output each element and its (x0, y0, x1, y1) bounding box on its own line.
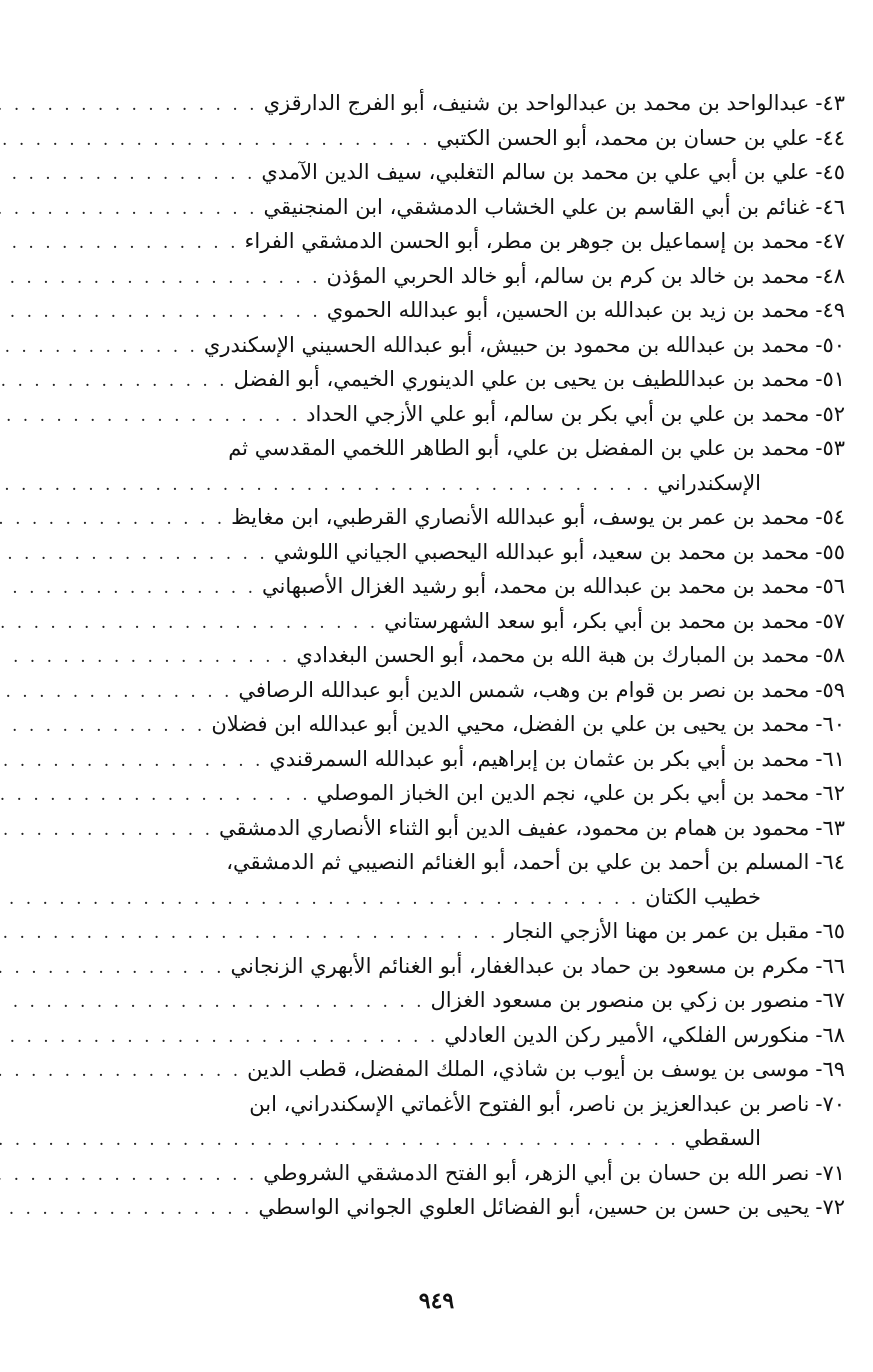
entry-title: محمد بن أبي بكر بن علي، نجم الدين ابن الخباز الموصلي (316, 781, 810, 805)
entry-title: محمد بن يحيى بن علي بن الفضل، محيي الدين أبو عبدالله ابن فضلان (211, 712, 810, 736)
entry-number: ٧٢- (815, 1195, 845, 1219)
toc-entry (95, 362, 845, 397)
entry-title: محمد بن إسماعيل بن جوهر بن مطر، أبو الحسن الدمشقي الفراء (244, 229, 810, 253)
dot-leader (0, 640, 296, 675)
entry-number: ٥٢- (815, 401, 845, 426)
dot-leader (0, 1192, 258, 1227)
entry-title: محمد بن محمد بن سعيد، أبو عبدالله اليحصبي الجياني اللوشي (273, 539, 810, 564)
entry-title-continuation: السقطي (684, 1126, 761, 1150)
toc-entry (95, 1052, 845, 1087)
dot-leader (0, 364, 234, 399)
entry-number: ٤٥- (815, 160, 845, 184)
entry-number: ٥٣- (815, 436, 845, 460)
toc-entry (95, 776, 845, 811)
toc-entry (95, 293, 845, 328)
toc-entry (95, 1087, 845, 1122)
dot-leader (0, 468, 657, 503)
toc-entry (95, 707, 845, 742)
dot-leader (0, 88, 264, 123)
toc-entry (95, 914, 845, 949)
entry-number: ٦٤- (815, 850, 845, 874)
entry-title-continuation: الإسكندراني (657, 470, 761, 495)
entry-number: ٦٣- (815, 815, 845, 840)
entry-number: ٤٩- (815, 298, 845, 322)
entry-title: محمد بن محمد بن عبدالله بن محمد، أبو رشيد الغزال الأصبهاني (261, 574, 810, 598)
entry-title: عبدالواحد بن محمد بن عبدالواحد بن شنيف، أبو الفرج الدارقزي (263, 91, 810, 115)
entry-title: يحيى بن حسن بن حسين، أبو الفضائل العلوي الجواني الواسطي (258, 1195, 810, 1219)
toc-entry (95, 397, 845, 432)
entry-title-continuation: خطيب الكتان (645, 884, 761, 909)
dot-leader (0, 295, 327, 330)
entry-title: نصر الله بن حسان بن أبي الزهر، أبو الفتح الدمشقي الشروطي (263, 1160, 810, 1185)
toc-entry (95, 604, 845, 639)
entry-number: ٦٦- (815, 953, 845, 978)
toc-entry (95, 638, 845, 673)
entry-number: ٥٠- (815, 332, 845, 357)
toc-entry (95, 742, 845, 777)
entry-number: ٥٤- (815, 505, 845, 529)
entry-title: علي بن حسان بن محمد، أبو الحسن الكتبي (436, 125, 810, 150)
dot-leader (0, 502, 231, 537)
toc-entry (95, 949, 845, 984)
entry-title: ناصر بن عبدالعزيز بن ناصر، أبو الفتوح الأغماتي الإسكندراني، ابن (249, 1091, 810, 1116)
entry-title: منكورس الفلكي، الأمير ركن الدين العادلي (444, 1022, 810, 1047)
toc-entry-continuation (95, 1121, 845, 1156)
entry-title: محمد بن محمد بن أبي بكر، أبو سعد الشهرستاني (384, 608, 810, 633)
dot-leader (0, 675, 238, 710)
entry-number: ٦٨- (815, 1022, 845, 1047)
entry-title: محمد بن زيد بن عبدالله بن الحسين، أبو عبدالله الحموي (326, 298, 810, 322)
entry-title: محمد بن عبدالله بن محمود بن حبيش، أبو عبدالله الحسيني الإسكندري (203, 332, 810, 357)
entry-title: غنائم بن أبي القاسم بن علي الخشاب الدمشقي، ابن المنجنيقي (263, 194, 810, 219)
entry-title: محمد بن علي بن المفضل بن علي، أبو الطاهر اللخمي المقدسي ثم (228, 436, 810, 460)
entry-title: مكرم بن مسعود بن حماد بن عبدالغفار، أبو الغنائم الأبهري الزنجاني (230, 953, 810, 978)
entry-number: ٥٧- (815, 608, 845, 633)
entry-number: ٤٤- (815, 125, 845, 150)
dot-leader (0, 571, 262, 606)
toc-entry (95, 811, 845, 846)
toc-entry-continuation (95, 466, 845, 501)
dot-leader (0, 261, 327, 296)
dot-leader (0, 951, 230, 986)
entry-title: مقبل بن عمر بن مهنا الأزجي النجار (504, 919, 810, 943)
toc-entry (95, 845, 845, 880)
entry-title: محمد بن عبداللطيف بن يحيى بن علي الدينوري الخيمي، أبو الفضل (233, 367, 810, 391)
dot-leader (0, 537, 274, 572)
entry-title: المسلم بن أحمد بن علي بن أحمد، أبو الغنائم النصيبي ثم الدمشقي، (226, 850, 810, 874)
dot-leader (0, 709, 211, 744)
entry-number: ٦٥- (815, 919, 845, 943)
entry-number: ٤٣- (815, 91, 845, 115)
toc-entry (95, 328, 845, 363)
toc-entry (95, 86, 845, 121)
entry-number: ٤٦- (815, 194, 845, 219)
entry-number: ٦٩- (815, 1057, 845, 1081)
dot-leader (0, 1054, 247, 1089)
toc-list (95, 86, 845, 1225)
toc-entry (95, 1156, 845, 1191)
dot-leader (0, 399, 306, 434)
entry-number: ٥٨- (815, 643, 845, 667)
dot-leader (0, 778, 317, 813)
entry-number: ٦٠- (815, 712, 845, 736)
toc-entry (95, 983, 845, 1018)
dot-leader (0, 882, 645, 917)
dot-leader (0, 192, 263, 227)
dot-leader (0, 330, 204, 365)
entry-number: ٧١- (815, 1160, 845, 1185)
entry-title: منصور بن زكي بن منصور بن مسعود الغزال (430, 988, 810, 1012)
dot-leader (0, 985, 431, 1020)
entry-title: موسى بن يوسف بن أيوب بن شاذي، الملك المفضل، قطب الدين (247, 1057, 810, 1081)
toc-entry (95, 569, 845, 604)
entry-number: ٥٩- (815, 677, 845, 702)
entry-title: محمد بن عمر بن يوسف، أبو عبدالله الأنصاري القرطبي، ابن مغايظ (231, 505, 810, 529)
toc-entry (95, 535, 845, 570)
entry-number: ٦١- (815, 746, 845, 771)
toc-entry-continuation (95, 880, 845, 915)
toc-entry (95, 431, 845, 466)
toc-entry (95, 673, 845, 708)
entry-number: ٦٢- (815, 781, 845, 805)
entry-number: ٤٧- (815, 229, 845, 253)
toc-entry (95, 190, 845, 225)
entry-number: ٦٧- (815, 988, 845, 1012)
dot-leader (0, 157, 261, 192)
entry-number: ٤٨- (815, 263, 845, 288)
toc-entry (95, 500, 845, 535)
entry-title: محمد بن المبارك بن هبة الله بن محمد، أبو الحسن البغدادي (296, 643, 810, 667)
entry-number: ٥٥- (815, 539, 845, 564)
dot-leader (0, 744, 269, 779)
toc-entry (95, 121, 845, 156)
dot-leader (0, 1158, 263, 1193)
dot-leader (0, 1123, 685, 1158)
entry-title: محمد بن أبي بكر بن عثمان بن إبراهيم، أبو عبدالله السمرقندي (269, 746, 810, 771)
entry-title: محمد بن خالد بن كرم بن سالم، أبو خالد الحربي المؤذن (326, 263, 810, 288)
toc-entry (95, 224, 845, 259)
dot-leader (0, 123, 437, 158)
dot-leader (0, 813, 219, 848)
toc-entry (95, 155, 845, 190)
toc-entry (95, 1018, 845, 1053)
toc-entry (95, 259, 845, 294)
dot-leader (0, 916, 504, 951)
toc-entry (95, 1190, 845, 1225)
entry-title: محمد بن علي بن أبي بكر بن سالم، أبو علي الأزجي الحداد (306, 401, 810, 426)
dot-leader (0, 226, 244, 261)
dot-leader (0, 1020, 444, 1055)
dot-leader (0, 606, 384, 641)
entry-title: علي بن أبي علي بن محمد بن سالم التغلبي، سيف الدين الآمدي (261, 160, 810, 184)
entry-number: ٧٠- (815, 1091, 845, 1116)
entry-title: محمد بن نصر بن قوام بن وهب، شمس الدين أبو عبدالله الرصافي (238, 677, 810, 702)
entry-number: ٥١- (815, 367, 845, 391)
page-number: ٩٤٩ (418, 1288, 455, 1314)
entry-number: ٥٦- (815, 574, 845, 598)
entry-title: محمود بن همام بن محمود، عفيف الدين أبو الثناء الأنصاري الدمشقي (219, 815, 810, 840)
